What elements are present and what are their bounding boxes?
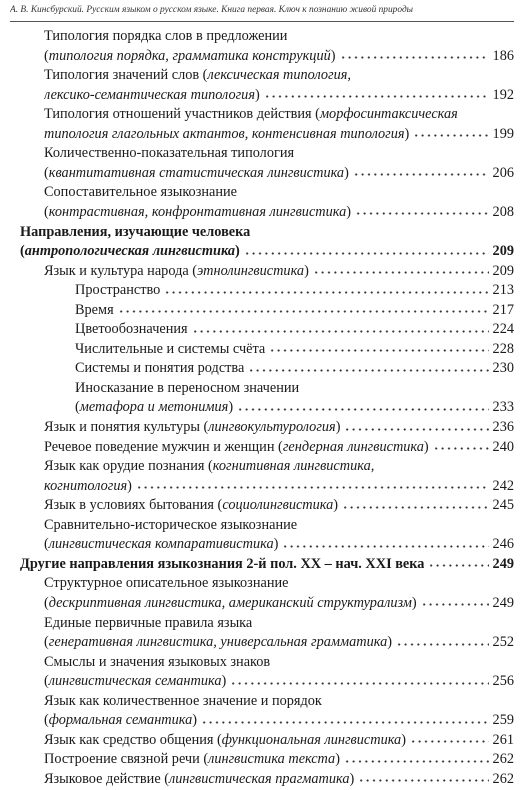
toc-entry-title-italic: этнолингвистика [197,262,305,279]
toc-entry-title-text: ) [387,634,393,651]
toc-entry-title-italic: лексическая типология, [207,67,351,84]
toc-entry-title-text: ) [235,243,240,260]
toc-entry-title-text: ( [44,203,49,220]
toc-entry-title-text: ( [44,673,49,690]
dot-leader [237,405,489,413]
toc-entry-title-text: Количественно-показательная типология [44,145,295,162]
dot-leader [269,347,489,355]
toc-entry-title-text: ( [44,164,49,181]
page-number: 262 [492,770,514,787]
toc-entry-title-text: ( [44,47,49,64]
toc-entry-title-text: Сопоставительное языкознание [44,184,237,201]
toc-entry-title-italic: типология глагольных актантов, контенсивная типология [44,125,405,142]
toc-entry-title-text: Время [75,301,114,318]
toc-entry-title-text: Числительные и системы счёта [75,340,266,357]
page-number: 192 [492,86,514,103]
toc-entry-title-text: Язык и культура народа ( [44,262,198,279]
toc-entry-title-italic: формальная семантика [48,712,193,729]
toc-entry-title-text: Цветообозначения [75,321,188,338]
page-number: 249 [492,555,514,572]
dot-leader [264,93,489,101]
dot-leader [248,366,489,374]
toc-entry-title-text: ( [44,536,49,553]
dot-leader [313,269,489,277]
page-number: 206 [492,164,514,181]
toc-entry-title-text: Другие направления языкознания 2-й пол. XX – нач. XXI века [20,555,425,572]
toc-entry-title-text: ( [75,399,80,416]
toc-entry-title-text: ) [333,497,339,514]
dot-leader [230,679,489,687]
toc-entry-title-italic: антропологическая лингвистика [24,243,236,260]
page-number: 236 [492,419,514,435]
toc-entry-title-text: Язык и понятия культуры ( [44,419,209,435]
dot-leader [344,425,489,433]
toc-entry-title-text: Направления, изучающие человека [20,223,251,240]
dot-leader [340,54,489,62]
toc-entry-title-italic: социолингвистика [222,497,334,514]
toc-entry-title-text: ) [330,47,336,64]
toc-entry-title-text: ) [344,164,349,181]
toc-entry-title-text: Единые первичные правила языка [44,614,253,631]
toc-entry-title-text: Сравнительно-историческое языкознание [44,516,298,533]
toc-entry-title-text: Типология порядка слов в предложении [44,28,288,44]
toc-entry-title-text: ) [401,731,406,748]
page-number: 252 [492,634,514,651]
dot-leader [118,308,489,316]
toc-entry-title-text: ) [273,536,279,553]
toc-entry-title-text: ) [127,477,132,494]
page-number: 209 [492,243,514,260]
toc-entry-title-italic: метафора и метонимия [79,399,229,416]
toc-entry-title-text: ) [221,673,227,690]
page-number: 245 [492,497,514,514]
toc-entry-title-text: ) [254,86,260,103]
dot-leader [342,503,489,511]
toc-entry-title-italic: типология порядка, грамматика конструкций [48,47,331,64]
dot-leader [410,738,489,746]
page-number: 261 [492,731,514,748]
toc-entry-title-text: ( [44,712,49,729]
toc-entry-title-text: Язык как средство общения ( [44,731,222,748]
dot-leader [244,249,489,257]
page-number: 209 [492,262,514,279]
toc-entry-title-italic: лингвистика текста [208,751,336,768]
toc-entry-title-text: ) [304,262,309,279]
toc-entry-title-italic: морфосинтаксическая [319,106,458,123]
toc-entry-title-text: Системы и понятия родства [75,360,245,377]
toc-entry-title-italic: контрастивная, конфронтативная лингвистика [48,203,347,220]
toc-entry-title-text: Язык как количественное значение и порядок [44,692,322,709]
page-number: 256 [492,673,514,690]
toc-entry-title-text: ) [423,438,429,455]
page-number: 199 [492,125,514,142]
dot-leader [355,210,489,218]
toc-entry-title-text: ) [335,751,340,768]
toc-entry-title-text: ) [349,770,355,787]
toc-entry-title-text: Структурное описательное языкознание [44,575,289,592]
page-number: 213 [492,282,514,299]
toc-entry-title-text: Построение связной речи ( [44,751,209,768]
dot-leader [421,601,489,609]
page-number: 249 [492,594,514,611]
dot-leader [413,132,489,140]
toc-entry-title-text: ) [404,125,410,142]
toc-entry-title-text: ( [20,243,25,260]
toc-entry [44,768,514,790]
toc-entry-title-italic: когнитивная лингвистика, [212,458,375,475]
dot-leader [428,562,489,570]
toc-entry-title-italic: функциональная лингвистика [221,731,402,748]
toc-entry-title-text: Речевое поведение мужчин и женщин ( [44,438,283,455]
dot-leader [282,542,489,550]
page-number: 186 [492,47,514,64]
toc-entry-title-italic: лингвокультурология [208,419,336,435]
toc-entry-title-text: Иносказание в переносном значении [75,379,300,396]
toc-entry-title-italic: когнитология [44,477,128,494]
page-number: 242 [492,477,514,494]
page-number: 240 [492,438,514,455]
toc-entry-title-italic: лингвистическая прагматика [169,770,350,787]
toc-entry-title-italic: генеративная лингвистика, универсальная грамматика [48,634,388,651]
toc-entry-title-text: Пространство [75,282,161,299]
toc-entry-title-text: ( [44,634,49,651]
dot-leader [192,327,489,335]
dot-leader [344,757,489,765]
toc-entry-title-italic: лексико-семантическая типология [44,86,255,103]
toc-entry-title-text: ) [335,419,341,435]
page-number: 262 [492,751,514,768]
toc-entry-title-italic: дескриптивная лингвистика, американский структурализм [48,594,412,611]
toc-entry-title-text: ) [228,399,234,416]
dot-leader [358,777,489,785]
page-number: 224 [492,321,514,338]
toc-entry-title [44,768,354,790]
dot-leader [136,484,489,492]
page-number: 259 [492,712,514,729]
dot-leader [433,445,489,453]
toc-entry-title-italic: квантитативная статистическая лингвистика [48,164,345,181]
toc-entry-title-italic: гендерная лингвистика [282,438,424,455]
toc-entry-title-text: Типология отношений участников действия ( [44,106,320,123]
dot-leader [396,640,489,648]
toc-entry-title-text: ) [192,712,198,729]
dot-leader [353,171,489,179]
dot-leader [201,718,489,726]
running-header: А. В. Кинсбурский. Русским языком о русском языке. Книга первая. Ключ к познанию живой природы [10,5,414,15]
toc-entry-title-text: Типология значений слов ( [44,67,208,84]
page-number: 230 [492,360,514,377]
toc-entry-title-text: Язык как орудие познания ( [44,458,213,475]
dot-leader [164,288,489,296]
page-number: 208 [492,203,514,220]
page-number: 217 [492,301,514,318]
page-number: 246 [492,536,514,553]
toc-entry-title-text: ) [346,203,352,220]
toc-entry-title-text: Смыслы и значения языковых знаков [44,653,271,670]
toc-entry-title-italic: лингвистическая семантика [48,673,222,690]
page-number: 228 [492,340,514,357]
toc-entry-title-text: Язык в условиях бытования ( [44,497,223,514]
toc-entry-title-text: Языковое действие ( [44,770,169,787]
page-number: 233 [492,399,514,416]
toc-entry-title-italic: лингвистическая компаративистика [48,536,274,553]
toc-entry-title-text: ( [44,594,49,611]
toc-entry-title-text: ) [411,594,417,611]
